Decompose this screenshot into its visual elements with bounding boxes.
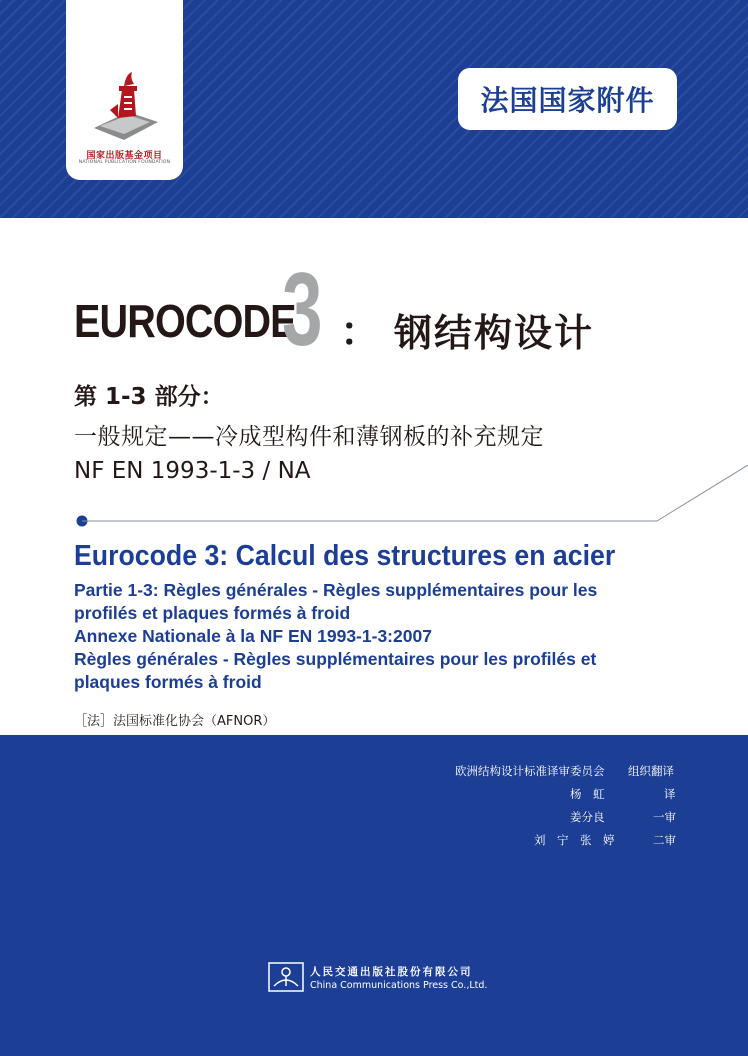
publisher-emblem-icon: [268, 962, 304, 992]
publisher-name-cn: 人民交通出版社股份有限公司: [310, 966, 473, 978]
credit-role: 组织翻译: [628, 764, 674, 778]
logo-text-en: NATIONAL PUBLICATION FOUNDATION: [78, 160, 171, 165]
french-line: Annexe Nationale à la NF EN 1993-1-3:2007: [74, 626, 432, 646]
torch-emblem-icon: [88, 70, 162, 144]
credit-role: 二审: [653, 833, 676, 847]
title-colon: ：: [340, 309, 380, 355]
subtitle-cn: 一般规定——冷成型构件和薄钢板的补充规定: [74, 424, 544, 450]
french-title: Eurocode 3: Calcul des structures en acier: [74, 540, 616, 572]
french-line: Règles générales - Règles supplémentaires pour les profilés et: [74, 649, 597, 669]
french-line: Partie 1-3: Règles générales - Règles supplémentaires pour les: [74, 580, 598, 600]
organization-line: ［法］法国标准化协会（AFNOR）: [74, 714, 276, 729]
french-line: plaques formés à froid: [74, 672, 262, 692]
publisher-name-en: China Communications Press Co.,Ltd.: [310, 980, 488, 991]
credit-translation-committee: 欧洲结构设计标准译审委员会: [455, 764, 605, 778]
eurocode-word: EUROCODE: [74, 295, 296, 347]
credit-first-reviewer: 姜分良: [570, 810, 605, 824]
french-line: profilés et plaques formés à froid: [74, 603, 351, 623]
standard-code: NF EN 1993-1-3 / NA: [74, 458, 311, 484]
title-cn: 钢结构设计: [394, 311, 595, 355]
credit-translator: 杨 虹: [570, 787, 605, 801]
divider-line: [0, 465, 748, 535]
credit-second-reviewers: 刘 宁 张 婷: [534, 833, 615, 847]
bottom-band: [0, 735, 748, 1056]
part-label-cn: 第 1-3 部分：: [74, 384, 224, 410]
credit-role: 译: [664, 787, 676, 801]
credit-role: 一审: [653, 810, 676, 824]
publication-fund-logo: [66, 0, 183, 180]
national-annex-badge: 法国国家附件: [458, 68, 677, 130]
eurocode-number: 3: [282, 252, 323, 368]
logo-text-cn: 国家出版基金项目: [86, 151, 163, 161]
